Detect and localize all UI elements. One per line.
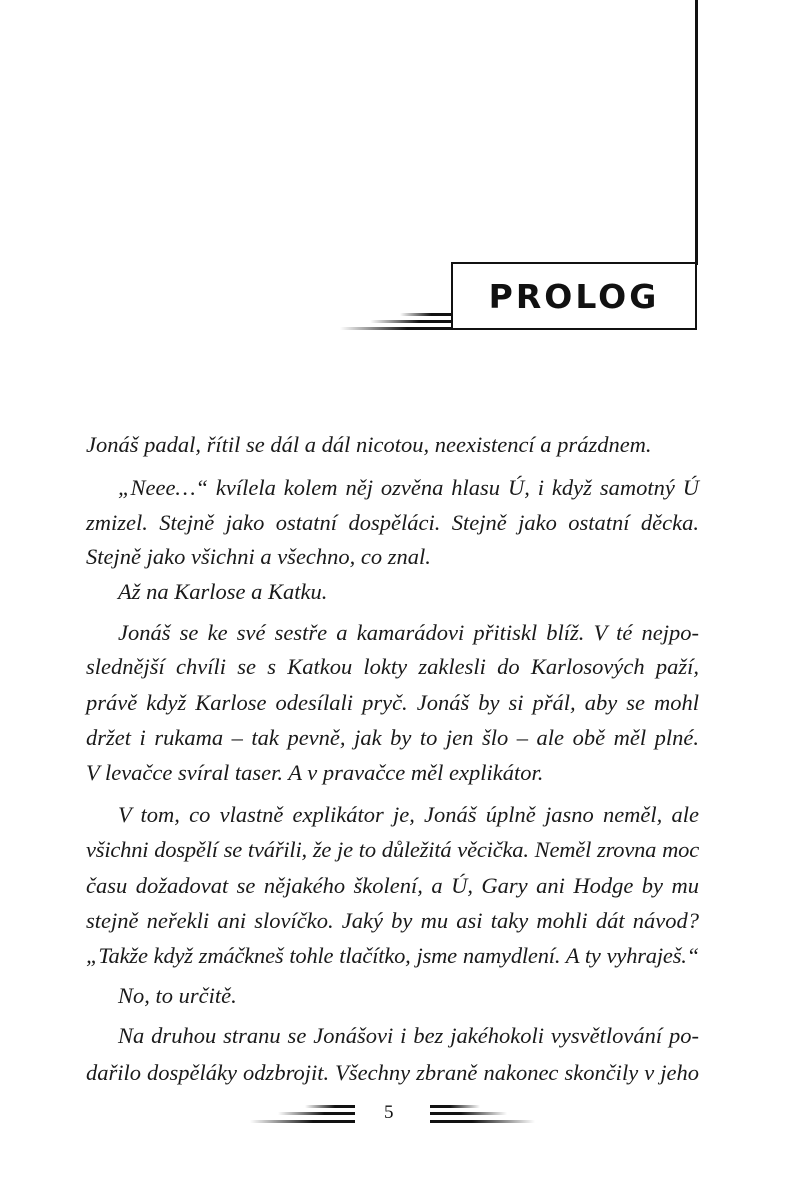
speed-line xyxy=(400,313,452,316)
footer-ornament-line xyxy=(430,1120,535,1123)
chapter-title: PROLOG xyxy=(488,276,660,316)
text-line: držet i rukama – tak pevně, jak by to jen šlo – ale obě měl plné. xyxy=(86,725,699,750)
text-line: slednější chvíli se s Katkou lokty zaklesli do Karlosových paží, xyxy=(86,654,699,679)
text-line: Až na Karlose a Katku. xyxy=(118,579,328,604)
text-line: V tom, co vlastně explikátor je, Jonáš úplně jasno neměl, ale xyxy=(118,802,699,827)
text-line: No, to určitě. xyxy=(118,983,237,1008)
text-line: V levačce svíral taser. A v pravačce měl explikátor. xyxy=(86,760,544,785)
text-line: Stejně jako všichni a všechno, co znal. xyxy=(86,544,431,569)
vertical-rule xyxy=(695,0,698,265)
text-line: Jonáš padal, řítil se dál a dál nicotou, neexistencí a prázdnem. xyxy=(86,432,652,457)
text-line: stejně neřekli ani slovíčko. Jaký by mu asi taky mohli dát návod? xyxy=(86,908,699,933)
text-line: Jonáš se ke své sestře a kamarádovi přitiskl blíž. V té nejpo- xyxy=(118,620,699,645)
footer-ornament-line xyxy=(430,1105,480,1108)
text-line: právě když Karlose odesílali pryč. Jonáš by si přál, aby se mohl xyxy=(86,690,699,715)
text-line: Na druhou stranu se Jonášovi i bez jakéhokoli vysvětlování po- xyxy=(118,1023,699,1048)
footer-ornament-line xyxy=(305,1105,355,1108)
chapter-title-box xyxy=(451,262,697,330)
text-line: „Neee…“ kvílela kolem něj ozvěna hlasu Ú, i když samotný Ú xyxy=(118,475,699,500)
text-line: dařilo dospěláky odzbrojit. Všechny zbraně nakonec skončily v jeho xyxy=(86,1060,699,1085)
page-number: 5 xyxy=(384,1102,394,1123)
footer-ornament-line xyxy=(430,1112,507,1115)
footer-ornament-line xyxy=(250,1120,355,1123)
footer-ornament-line xyxy=(278,1112,355,1115)
text-line: „Takže když zmáčkneš tohle tlačítko, jsme namydlení. A ty vyhraješ.“ xyxy=(86,943,699,968)
text-line: zmizel. Stejně jako ostatní dospěláci. Stejně jako ostatní děcka. xyxy=(86,510,699,535)
speed-line xyxy=(370,320,452,323)
text-line: všichni dospělí se tvářili, že je to důležitá věcička. Neměl zrovna moc xyxy=(86,837,699,862)
speed-line xyxy=(340,327,452,330)
text-line: času dožadovat se nějakého školení, a Ú, Gary ani Hodge by mu xyxy=(86,873,699,898)
